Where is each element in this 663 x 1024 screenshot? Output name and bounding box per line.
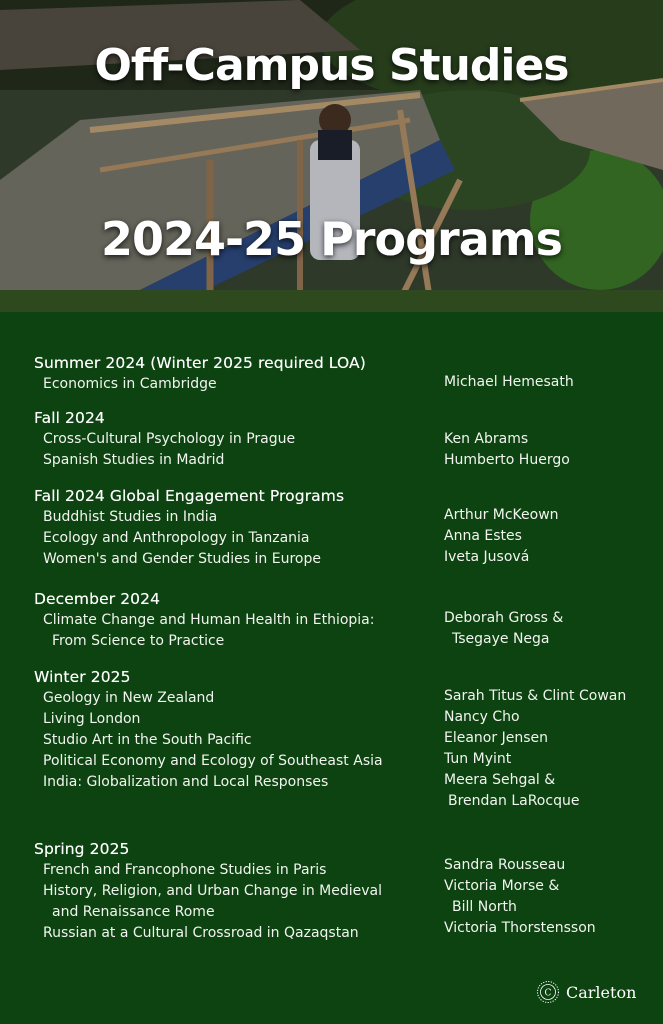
program-name: Buddhist Studies in India <box>43 509 218 525</box>
program-row <box>34 709 644 730</box>
section-spring-2025 <box>34 838 644 944</box>
program-row <box>34 688 644 709</box>
program-row <box>34 549 644 570</box>
section-heading: Fall 2024 <box>34 409 105 427</box>
program-leader: Victoria Thorstensson <box>444 920 596 936</box>
program-row <box>34 610 644 631</box>
program-name: Spanish Studies in Madrid <box>43 452 225 468</box>
section-heading: Fall 2024 Global Engagement Programs <box>34 487 345 505</box>
program-leader: Iveta Jusová <box>444 549 530 565</box>
program-row <box>34 878 644 902</box>
program-name: Russian at a Cultural Crossroad in Qazaqstan <box>43 925 359 941</box>
program-name: Economics in Cambridge <box>43 376 217 392</box>
program-row <box>34 631 644 652</box>
section-winter-2025 <box>34 666 644 814</box>
program-leader: Arthur McKeown <box>444 507 559 523</box>
program-leader: Ken Abrams <box>444 431 529 447</box>
program-row <box>34 772 644 793</box>
program-leader: Tun Myint <box>444 751 512 767</box>
program-row <box>34 730 644 751</box>
program-name: Studio Art in the South Pacific <box>43 732 252 748</box>
program-name: Geology in New Zealand <box>43 690 215 706</box>
section-heading: Spring 2025 <box>34 840 130 858</box>
section-december-2024 <box>34 588 644 652</box>
program-leader: Deborah Gross & <box>444 610 564 626</box>
program-name: Living London <box>43 711 141 727</box>
program-leader-continued: Bill North <box>452 899 517 915</box>
title-line-1: Off-Campus Studies <box>94 40 569 91</box>
hero-banner <box>0 0 663 312</box>
logo-wordmark: Carleton <box>566 982 637 1002</box>
program-row <box>34 751 644 772</box>
program-row <box>34 450 644 471</box>
program-name-continued: and Renaissance Rome <box>52 904 215 920</box>
section-heading: Summer 2024 (Winter 2025 required LOA) <box>34 354 366 372</box>
program-name: Ecology and Anthropology in Tanzania <box>43 530 310 546</box>
program-leader-continued: Tsegaye Nega <box>452 631 550 647</box>
program-name: Climate Change and Human Health in Ethiopia: <box>43 612 375 628</box>
svg-text:C: C <box>544 988 552 999</box>
program-name: Women's and Gender Studies in Europe <box>43 551 321 567</box>
program-name: History, Religion, and Urban Change in Medieval <box>43 883 382 899</box>
program-row <box>34 429 644 450</box>
program-row <box>34 528 644 549</box>
program-row <box>34 507 644 528</box>
program-leader: Sarah Titus & Clint Cowan <box>444 688 627 704</box>
program-leader: Sandra Rousseau <box>444 857 566 873</box>
section-fall-2024 <box>34 407 644 471</box>
programs-list <box>0 312 663 1024</box>
program-row <box>34 374 644 395</box>
carleton-logo <box>536 980 636 1004</box>
program-leader-continued: Brendan LaRocque <box>448 793 580 809</box>
section-summer-2024 <box>34 352 644 395</box>
title-line-2: 2024-25 Programs <box>100 212 563 266</box>
program-leader: Victoria Morse & <box>444 878 560 894</box>
program-name: Cross-Cultural Psychology in Prague <box>43 431 296 447</box>
program-leader: Anna Estes <box>444 528 522 544</box>
program-leader: Humberto Huergo <box>444 452 570 468</box>
section-heading: Winter 2025 <box>34 668 131 686</box>
program-leader: Michael Hemesath <box>444 374 574 390</box>
program-name: French and Francophone Studies in Paris <box>43 862 327 878</box>
program-name: Political Economy and Ecology of Southeast Asia <box>43 753 383 769</box>
program-name-continued: From Science to Practice <box>52 633 225 649</box>
program-row <box>34 920 644 944</box>
section-fall-2024-global-engagement <box>34 485 644 570</box>
program-row <box>34 793 644 814</box>
program-leader: Nancy Cho <box>444 709 520 725</box>
college-seal-icon <box>536 980 560 1004</box>
program-name: India: Globalization and Local Responses <box>43 774 329 790</box>
program-leader: Meera Sehgal & <box>444 772 556 788</box>
section-heading: December 2024 <box>34 590 161 608</box>
program-leader: Eleanor Jensen <box>444 730 548 746</box>
